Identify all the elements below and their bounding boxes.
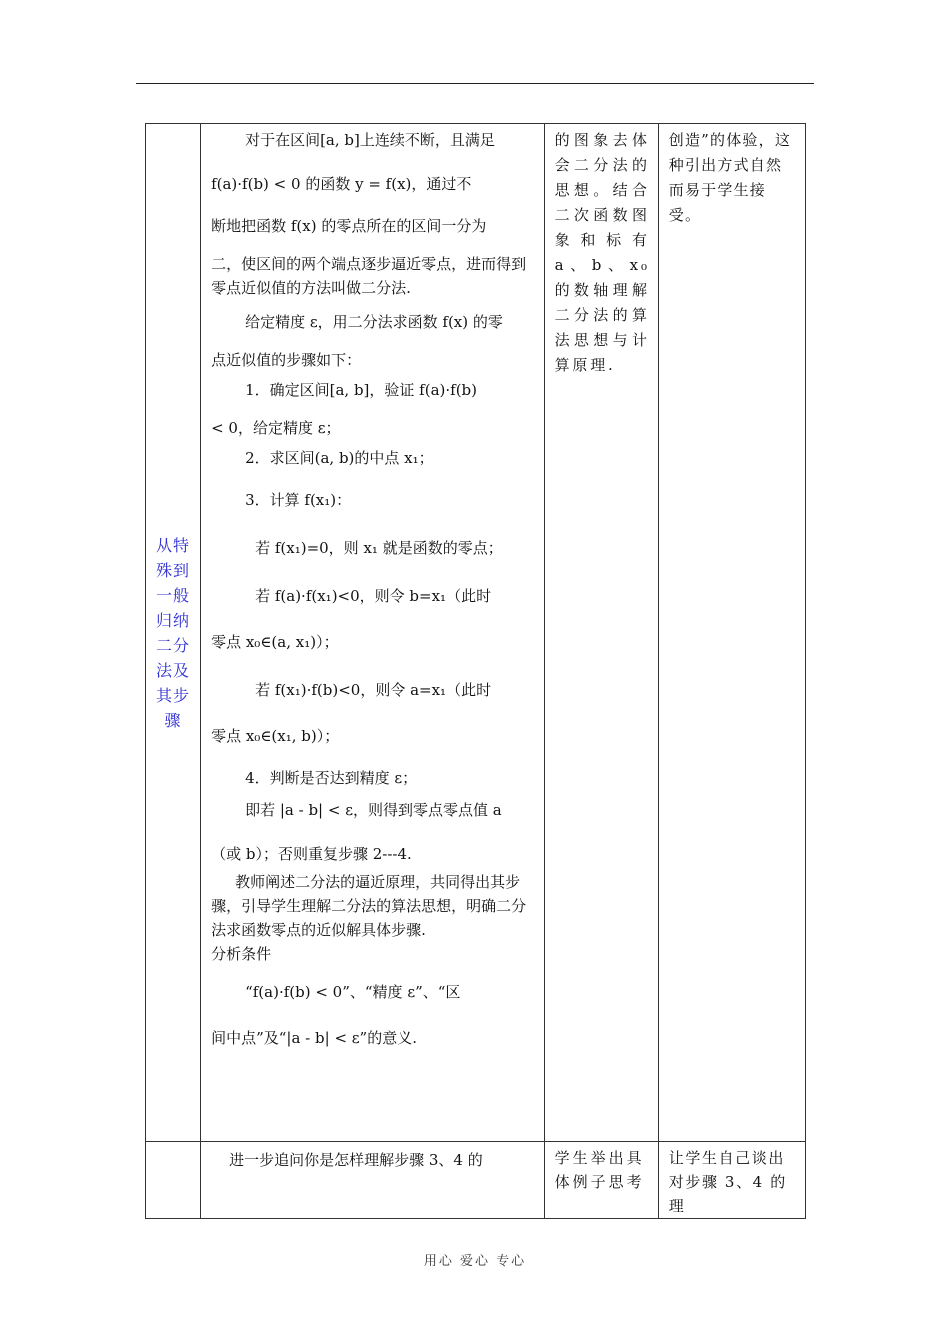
- step-4-condition: 即若 |a - b| < ε，则得到零点零点值 a: [245, 801, 502, 819]
- student-activity-text: 学生举出具体例子思考: [554, 1149, 645, 1191]
- case-right: 若 f(x₁)·f(b)<0，则令 a=x₁（此时: [255, 681, 492, 699]
- stage-label: 从特殊到一般归纳二分法及其步骤: [156, 535, 191, 730]
- step-3: 3．计算 f(x₁)：: [245, 491, 352, 509]
- design-intent-text: 让学生自己谈出对步骤 3、4 的理: [668, 1149, 787, 1215]
- step-2: 2．求区间(a, b)的中点 x₁；: [245, 449, 434, 467]
- analysis-line: 间中点”及“|a - b| < ε”的意义.: [211, 1029, 417, 1047]
- design-intent-cell: [658, 1142, 805, 1219]
- student-activity-cell: [544, 124, 658, 1142]
- case-zero: 若 f(x₁)=0，则 x₁ 就是函数的零点；: [255, 539, 503, 557]
- activity-cell: [201, 124, 545, 1142]
- table-row: [146, 124, 806, 1142]
- definition-line: 二，使区间的两个端点逐步逼近零点，进而得到零点近似值的方法叫做二分法.: [211, 255, 527, 297]
- analysis-line: “f(a)·f(b) < 0”、“精度 ε”、“区: [245, 983, 461, 1001]
- given-line: 点近似值的步骤如下：: [211, 351, 362, 369]
- stage-cell: [146, 124, 201, 1142]
- page-footer: 用心 爱心 专心: [423, 1254, 527, 1269]
- student-activity-text: 的图象去体会二分法的思想。结合二次函数图象和标有a、b、x₀的数轴理解二分法的算法思想与计算原理.: [554, 131, 650, 374]
- definition-line: 对于在区间[a, b]上连续不断，且满足: [245, 131, 495, 149]
- step-4-else: （或 b）；否则重复步骤 2---4.: [211, 845, 412, 863]
- given-line: 给定精度 ε，用二分法求函数 f(x) 的零: [245, 313, 503, 331]
- design-intent-cell: [658, 124, 805, 1142]
- case-right-interval: 零点 x₀∈(x₁, b)）；: [211, 727, 340, 745]
- design-intent-text: 创造”的体验，这种引出方式自然而易于学生接受。: [668, 131, 792, 224]
- followup-question: 进一步追问你是怎样理解步骤 3、4 的: [229, 1151, 483, 1169]
- lesson-table: [145, 123, 806, 1219]
- step-1-cont: < 0，给定精度 ε；: [211, 419, 341, 437]
- stage-cell-empty: [146, 1142, 201, 1219]
- teacher-note: 教师阐述二分法的逼近原理，共同得出其步骤，引导学生理解二分法的算法思想，明确二分法求函数零点的近似解具体步骤.: [211, 873, 527, 939]
- step-4: 4．判断是否达到精度 ε；: [245, 769, 418, 787]
- table-row: [146, 1142, 806, 1219]
- case-left-interval: 零点 x₀∈(a, x₁)）；: [211, 633, 339, 651]
- step-1: 1．确定区间[a, b]，验证 f(a)·f(b): [245, 381, 478, 399]
- case-left: 若 f(a)·f(x₁)<0，则令 b=x₁（此时: [255, 587, 492, 605]
- analysis-heading: 分析条件: [211, 945, 272, 963]
- student-activity-cell: [544, 1142, 658, 1219]
- activity-cell: [201, 1142, 545, 1219]
- definition-line: f(a)·f(b) < 0 的函数 y = f(x)，通过不: [211, 175, 472, 193]
- header-rule: [136, 83, 814, 84]
- definition-line: 断地把函数 f(x) 的零点所在的区间一分为: [211, 217, 487, 235]
